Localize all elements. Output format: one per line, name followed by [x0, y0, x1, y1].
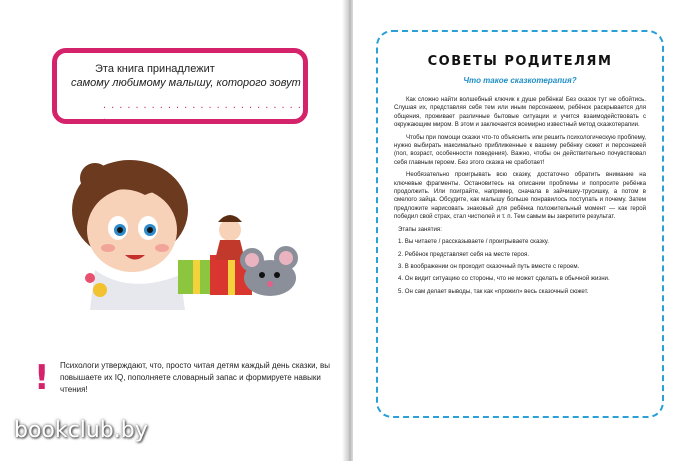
paragraph: Чтобы при помощи сказки что-то объяснить или решить психологическую проблему, нужно выбирать максимально приближенные к вашему ребёнку сюжет и персонажей (пол, возраст, особенности поведения). Важно, чтобы он действительно почувствовал себя главным героем. Без этого сказка не сработает!: [394, 133, 646, 166]
stage-item: 2. Ребёнок представляет себя на месте героя.: [398, 250, 530, 258]
stage-item: 1. Вы читаете / рассказываете / проигрываете сказку.: [398, 238, 549, 246]
illustration-girl-with-toys: [70, 160, 310, 310]
stage-item: 3. В воображении он проходит сказочный путь вместе с героем.: [398, 262, 580, 270]
owner-name-dots: . . . . . . . . . . . . . . . . . . . . . . . . . .: [103, 99, 302, 123]
advice-body: [394, 96, 646, 300]
owner-line1: Эта книга принадлежит: [95, 63, 215, 75]
owner-box: [52, 48, 308, 124]
stage-item: 5. Он сам делает выводы, так как «прожил» весь сказочный сюжет.: [398, 287, 589, 295]
tip-text: Психологи утверждают, что, просто читая детям каждый день сказки, вы повышаете их IQ, пополняете словарный запас и формируете навыки чтения!: [60, 361, 330, 394]
owner-line2: самому любимому малышу, которого зовут: [71, 77, 301, 89]
advice-frame: [376, 30, 664, 418]
stages-title: Этапы занятия:: [398, 225, 442, 233]
section-subtitle: Что такое сказкотерапия?: [463, 76, 577, 85]
paragraph: Как сложно найти волшебный ключик к душе ребёнка! Без сказок тут не обойтись. Слушая их, представляя себя тем или иным персонажем, ребёнок раскрывается для общения, проживает различные бытовые ситуации и учится взаимодействовать с окружающим миром. В этом и заключается всемирно известный метод сказкотерапии.: [394, 96, 646, 129]
left-page: [0, 0, 347, 461]
stage-item: 4. Он видит ситуацию со стороны, что не может сделать в обычной жизни.: [398, 275, 610, 283]
watermark: bookclub.by: [14, 418, 148, 443]
right-page: [353, 0, 700, 461]
paragraph: Необязательно проигрывать всю сказку, достаточно обратить внимание на ключевые фрагменты. Остановитесь на описании проблемы и попросите ребёнка продолжить. Или поиграйте, например, сначала в зайчишку-трусишку, а потом в смелого зайца. Обсудите, как малышу больше понравилось поступать и почему. Затем предложите нарисовать знаковый для ребёнка положительный момент — как герой победил свой страх, стал чистюлей и т. п. Тем самым вы закрепите результат.: [394, 171, 646, 221]
exclamation-icon: !: [34, 358, 50, 398]
page-title: СОВЕТЫ РОДИТЕЛЯМ: [427, 54, 613, 69]
